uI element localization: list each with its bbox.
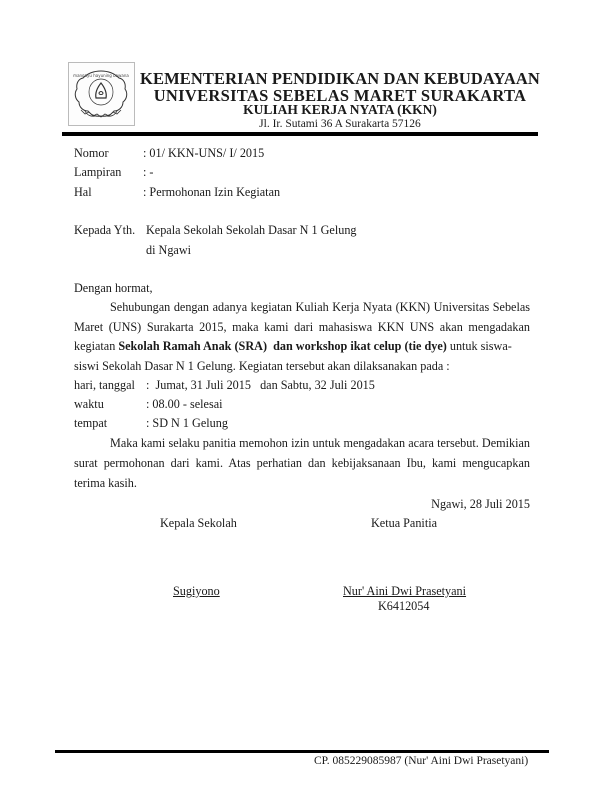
paragraph1-line3 bbox=[74, 339, 530, 354]
paragraph1-line4: siswi Sekolah Dasar N 1 Gelung. Kegiatan tersebut akan dilaksanakan pada : bbox=[74, 359, 450, 373]
detail-value-place: : SD N 1 Gelung bbox=[146, 416, 228, 430]
event-name-sra: Sekolah Ramah Anak (SRA) bbox=[118, 339, 267, 353]
letterhead-ministry: KEMENTERIAN PENDIDIKAN DAN KEBUDAYAAN bbox=[140, 69, 540, 88]
hal-label: Hal bbox=[74, 185, 92, 199]
letterhead-university: UNIVERSITAS SEBELAS MARET SURAKARTA bbox=[153, 86, 527, 105]
nomor-value: : 01/ KKN-UNS/ I/ 2015 bbox=[143, 146, 265, 160]
paragraph1-line1: Sehubungan dengan adanya kegiatan Kuliah Kerja Nyata (KKN) Universitas Sebelas bbox=[110, 300, 530, 314]
footer-contact: CP. 085229085987 (Nur' Aini Dwi Prasetyani) bbox=[314, 755, 529, 767]
detail-value-time: : 08.00 - selesai bbox=[146, 397, 223, 411]
lampiran-value: : - bbox=[143, 165, 154, 179]
paragraph1-line2: Maret (UNS) Surakarta 2015, maka kami dari mahasiswa KKN UNS akan mengadakan bbox=[74, 320, 530, 334]
paragraph1-line3-text-b: untuk siswa- bbox=[446, 339, 512, 353]
event-name-workshop: dan workshop ikat celup (tie dye) bbox=[267, 339, 447, 353]
paragraph2-line1: Maka kami selaku panitia memohon izin untuk mengadakan acara tersebut. Demikian bbox=[110, 436, 530, 450]
recipient-location: di Ngawi bbox=[146, 243, 192, 257]
nomor-label: Nomor bbox=[74, 146, 109, 160]
hal-value: : Permohonan Izin Kegiatan bbox=[143, 185, 281, 199]
signatory-right-id: K6412054 bbox=[378, 599, 430, 613]
paragraph2-line3: terima kasih. bbox=[74, 476, 137, 490]
footer-divider bbox=[55, 750, 549, 753]
paragraph2-line2: surat permohonan dari kami. Atas perhatian dan kebijaksanaan Ibu, kami mengucapkan bbox=[74, 456, 530, 470]
lampiran-label: Lampiran bbox=[74, 165, 122, 179]
letterhead-divider bbox=[62, 132, 538, 136]
paragraph1-line3-text-a: kegiatan bbox=[74, 339, 119, 353]
detail-value-date: : Jumat, 31 Juli 2015 dan Sabtu, 32 Juli 2015 bbox=[146, 378, 375, 392]
detail-label-place: tempat bbox=[74, 416, 108, 430]
svg-text:mangayu hayuning bawana: mangayu hayuning bawana bbox=[73, 73, 129, 78]
signatory-right-name: Nur' Aini Dwi Prasetyani bbox=[343, 584, 467, 598]
signatory-left-title: Kepala Sekolah bbox=[160, 516, 237, 530]
letterhead-program: KULIAH KERJA NYATA (KKN) bbox=[243, 102, 437, 117]
recipient-label: Kepada Yth. bbox=[74, 223, 136, 237]
letterhead-address: Jl. Ir. Sutami 36 A Surakarta 57126 bbox=[259, 118, 421, 130]
place-date: Ngawi, 28 Juli 2015 bbox=[431, 497, 530, 511]
signatory-right-title: Ketua Panitia bbox=[371, 516, 437, 530]
salutation: Dengan hormat, bbox=[74, 281, 153, 295]
detail-label-time: waktu bbox=[74, 397, 104, 411]
detail-label-date: hari, tanggal bbox=[74, 378, 135, 392]
signatory-left-name: Sugiyono bbox=[173, 584, 220, 598]
recipient-name: Kepala Sekolah Sekolah Dasar N 1 Gelung bbox=[146, 223, 357, 237]
